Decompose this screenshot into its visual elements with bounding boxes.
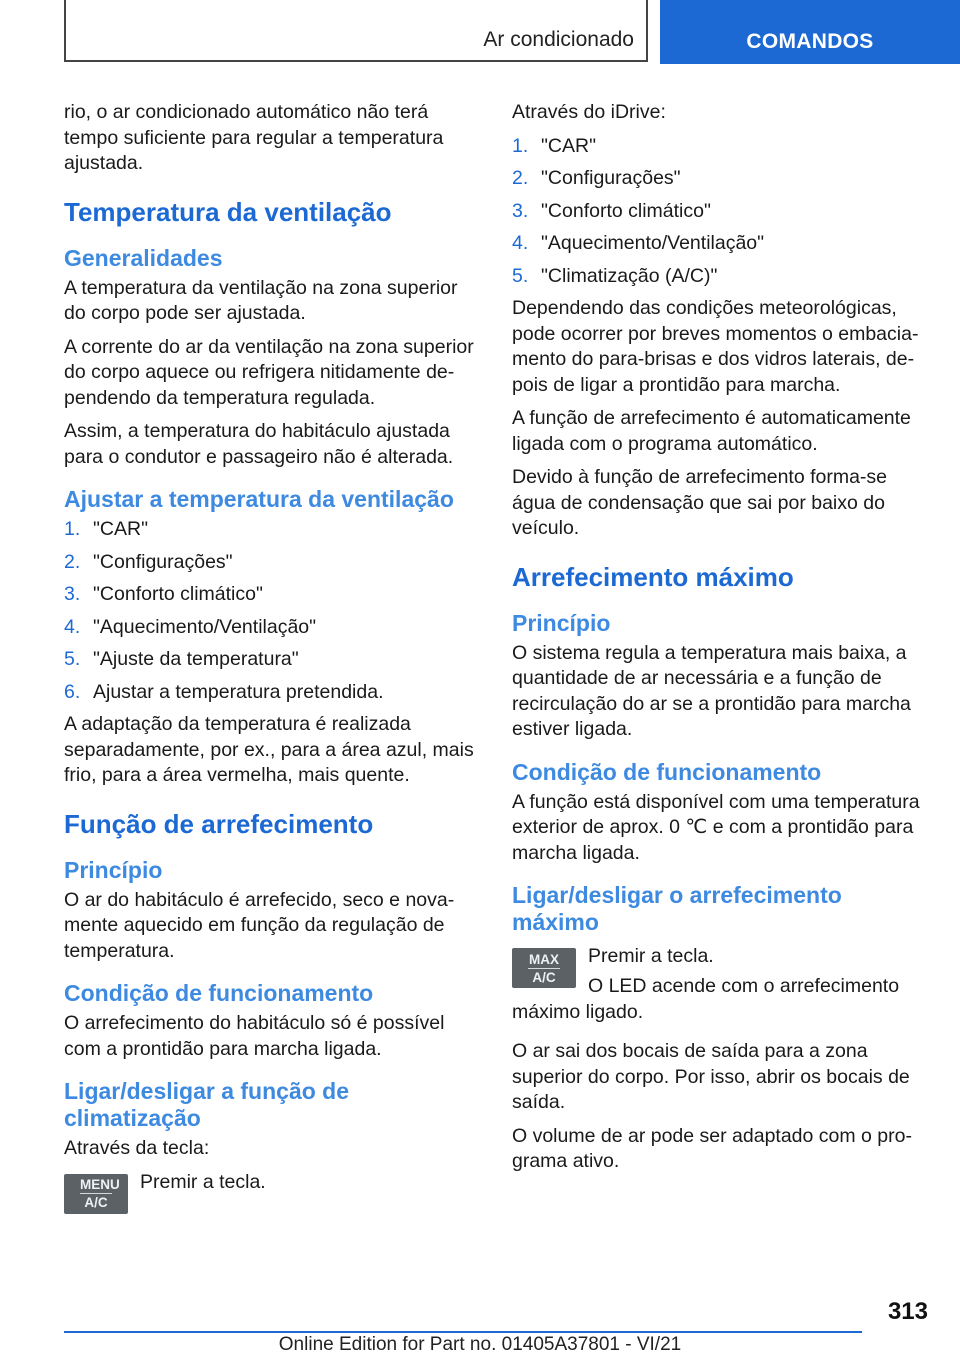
key-label-top: MAX <box>529 951 559 967</box>
heading-operating-condition: Condição de funcionamento <box>64 980 374 1006</box>
heading-cooling-function: Função de arrefecimento <box>64 808 374 839</box>
step-text: "Conforto climático" <box>93 583 263 605</box>
header-section-box <box>64 0 648 62</box>
step-text: "CAR" <box>541 134 597 157</box>
list-item <box>512 264 928 290</box>
key-instruction <box>64 1170 480 1214</box>
list-item <box>64 550 480 576</box>
list-item <box>512 231 928 257</box>
paragraph: O LED acende com o arrefecimento máximo ligado. <box>512 975 900 1023</box>
step-number: 2. <box>512 167 529 189</box>
intro-paragraph: rio, o ar condicionado automático não terá tempo suficiente para regular a temperatura ajustada. <box>64 101 444 174</box>
step-text: Ajustar a temperatura pretendida. <box>93 680 384 703</box>
step-number: 4. <box>512 232 529 254</box>
step-number: 1. <box>512 134 529 157</box>
heading-max-cooling: Arrefecimento máximo <box>512 561 794 592</box>
list-item <box>512 134 928 160</box>
page-number: 313 <box>887 1298 928 1325</box>
paragraph: O ar sai dos bocais de saída para a zona superior do corpo. Por isso, abrir os bocais de saída. <box>512 1040 910 1113</box>
step-text: "Aquecimento/Ventilação" <box>93 615 317 638</box>
step-number: 3. <box>512 199 529 222</box>
paragraph: O ar do habitáculo é arrefecido, seco e novamente aquecido em função da regulação de temperatura. <box>64 888 455 962</box>
key-label-bottom: A/C <box>84 1195 108 1210</box>
list-item <box>64 615 480 641</box>
heading-toggle-max-cooling: Ligar/desligar o arrefecimento máximo <box>512 882 842 935</box>
paragraph: Através do iDrive: <box>512 101 666 123</box>
step-text: "Ajuste da temperatura" <box>93 648 299 670</box>
footer-divider <box>64 1331 862 1333</box>
heading-adjust-ventilation: Ajustar a temperatura da ventilação <box>64 486 454 512</box>
step-number: 6. <box>64 680 81 703</box>
step-text: "Conforto climático" <box>541 199 711 222</box>
list-item <box>64 517 480 543</box>
paragraph: Devido à função de arrefecimento forma-se água de condensação que sai por baixo do veículo. <box>512 466 888 539</box>
paragraph: O arrefecimento do habitáculo só é possível com a prontidão para marcha ligada. <box>64 1012 445 1060</box>
menu-ac-key-icon <box>64 1174 128 1214</box>
steps-list-adjust <box>64 517 480 705</box>
step-text: "Configurações" <box>541 167 681 189</box>
paragraph: Assim, a temperatura do habitáculo ajustada para o condutor e passageiro não é alterada. <box>64 420 454 468</box>
paragraph: A corrente do ar da ventilação na zona superior do corpo aquece ou refrigera nitidamente dependendo da temperatura regulada. <box>64 335 474 409</box>
paragraph: A função está disponível com uma temperatura exterior de aprox. 0 ℃ e com a prontidão para marcha ligada. <box>512 790 920 864</box>
paragraph: A adaptação da temperatura é realizada separadamente, por ex., para a área azul, mais frio, para a área vermelha, mais quente. <box>64 713 474 786</box>
paragraph: A temperatura da ventilação na zona superior do corpo pode ser ajustada. <box>64 276 458 324</box>
paragraph: O volume de ar pode ser adaptado com o programa ativo. <box>512 1124 912 1172</box>
header-chapter-tab <box>660 0 960 64</box>
header-section-title: Ar condicionado <box>483 28 634 51</box>
step-number: 5. <box>64 648 81 670</box>
list-item <box>512 199 928 225</box>
paragraph: O sistema regula a temperatura mais baixa, a quantidade de ar necessária e a função de recirculação do ar se a prontidão para marcha estiver ligada. <box>512 641 911 740</box>
right-column <box>512 100 928 1183</box>
paragraph: Dependendo das condições meteorológicas, pode ocorrer por breves momentos o embaciamento do para-brisas e dos vidros laterais, depois de ligar a prontidão para marcha. <box>512 297 919 396</box>
list-item <box>64 582 480 608</box>
list-item <box>512 166 928 192</box>
heading-principle: Princípio <box>512 609 611 636</box>
paragraph: Premir a tecla. <box>588 945 714 967</box>
max-ac-key-icon <box>512 948 576 988</box>
paragraph: Através da tecla: <box>64 1137 210 1159</box>
heading-principle: Princípio <box>64 856 163 883</box>
paragraph: Premir a tecla. <box>140 1170 266 1193</box>
footer-edition: Online Edition for Part no. 01405A37801 - VI/21 <box>278 1334 682 1355</box>
steps-list-idrive <box>512 134 928 290</box>
step-number: 2. <box>64 550 81 573</box>
key-label-top: MENU <box>80 1177 120 1192</box>
heading-ventilation-temperature: Temperatura da ventilação <box>64 196 392 227</box>
step-number: 5. <box>512 264 529 287</box>
step-text: "Aquecimento/Ventilação" <box>541 232 765 254</box>
left-column <box>64 100 480 1214</box>
key-instruction-text <box>588 944 714 978</box>
step-number: 1. <box>64 518 81 540</box>
key-label-bottom: A/C <box>532 969 556 985</box>
step-text: "Configurações" <box>93 550 233 573</box>
header-chapter-title: COMANDOS <box>746 30 874 53</box>
list-item <box>64 680 480 706</box>
paragraph: A função de arrefecimento é automaticamente ligada com o programa automático. <box>512 407 911 455</box>
heading-generalities: Generalidades <box>64 244 223 271</box>
heading-operating-condition: Condição de funcionamento <box>512 758 822 785</box>
step-text: "CAR" <box>93 518 149 540</box>
heading-toggle-climate: Ligar/desligar a função de climatização <box>64 1078 350 1131</box>
step-text: "Climatização (A/C)" <box>541 264 718 287</box>
step-number: 4. <box>64 615 81 638</box>
list-item <box>64 647 480 673</box>
step-number: 3. <box>64 583 81 605</box>
